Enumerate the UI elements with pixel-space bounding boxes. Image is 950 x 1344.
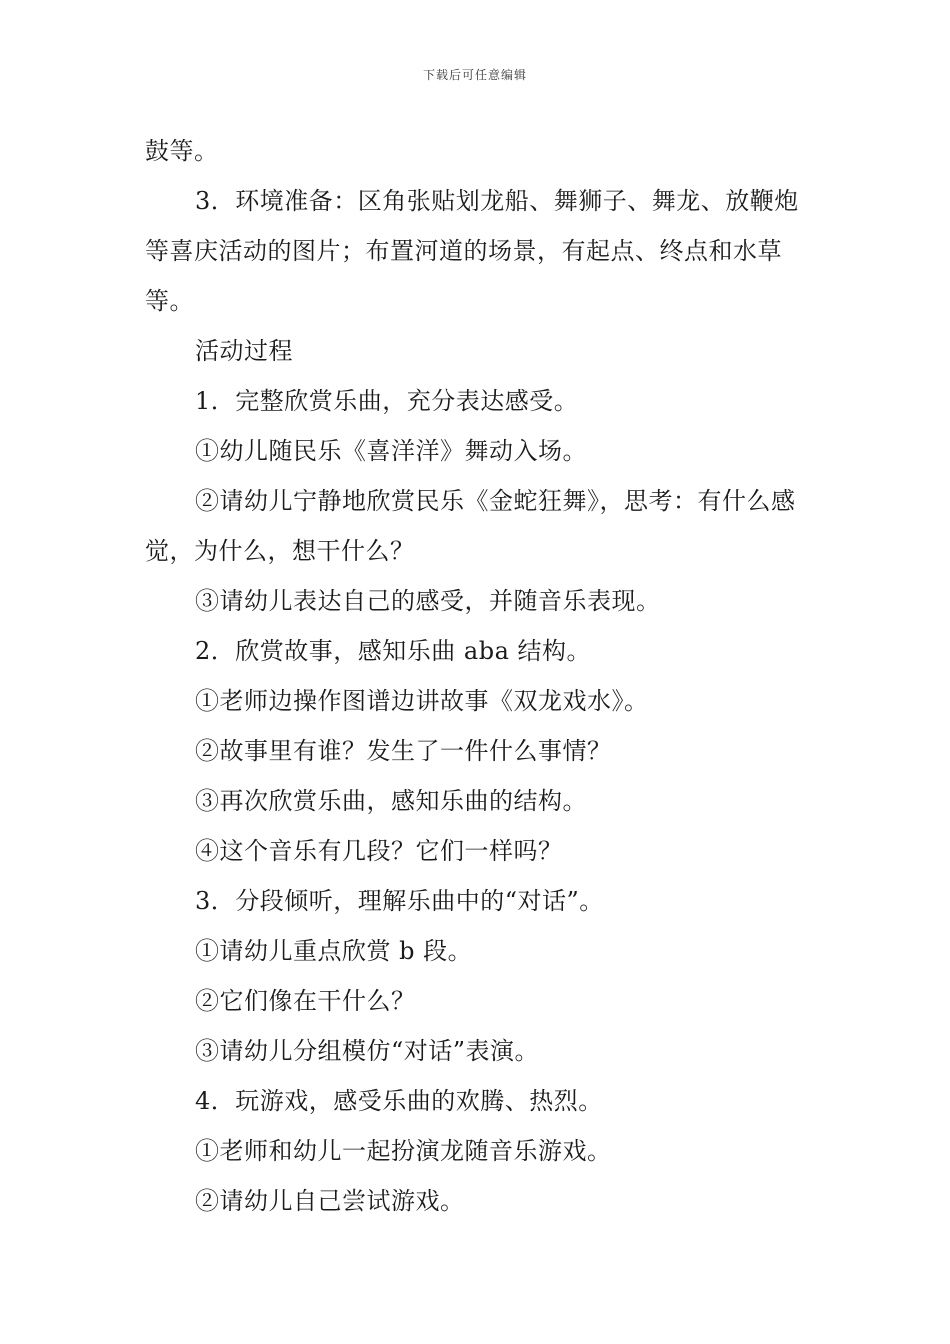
list-item: ②故事里有谁？发生了一件什么事情？ [195,737,612,765]
step-heading: 4．玩游戏，感受乐曲的欢腾、热烈。 [195,1087,603,1115]
step-heading: 3．分段倾听，理解乐曲中的“对话”。 [195,887,604,915]
list-item: ①幼儿随民乐《喜洋洋》舞动入场。 [195,437,587,465]
list-item: ④这个音乐有几段？它们一样吗？ [195,837,563,865]
paragraph: 鼓等。 [145,137,219,165]
list-item: ③再次欣赏乐曲，感知乐曲的结构。 [195,787,587,815]
list-item: ①老师边操作图谱边讲故事《双龙戏水》。 [195,687,649,715]
list-item: ②它们像在干什么？ [195,987,416,1015]
section-heading: 活动过程 [195,337,293,365]
list-item: ②请幼儿自己尝试游戏。 [195,1187,465,1215]
list-item: ③请幼儿分组模仿“对话”表演。 [195,1037,540,1065]
list-item: ①老师和幼儿一起扮演龙随音乐游戏。 [195,1137,612,1165]
list-item: ①请幼儿重点欣赏 b 段。 [195,937,473,965]
list-item: ②请幼儿宁静地欣赏民乐《金蛇狂舞》，思考：有什么感觉，为什么，想干什么？ [145,487,796,565]
step-heading: 1．完整欣赏乐曲，充分表达感受。 [195,387,579,415]
paragraph: 3．环境准备：区角张贴划龙船、舞狮子、舞龙、放鞭炮等喜庆活动的图片；布置河道的场景，有起点、终点和水草等。 [145,187,799,315]
document-body [145,126,810,1226]
step-heading: 2．欣赏故事，感知乐曲 aba 结构。 [195,637,592,665]
page-header: 下载后可任意编辑 [422,68,527,82]
list-item: ③请幼儿表达自己的感受，并随音乐表现。 [195,587,661,615]
